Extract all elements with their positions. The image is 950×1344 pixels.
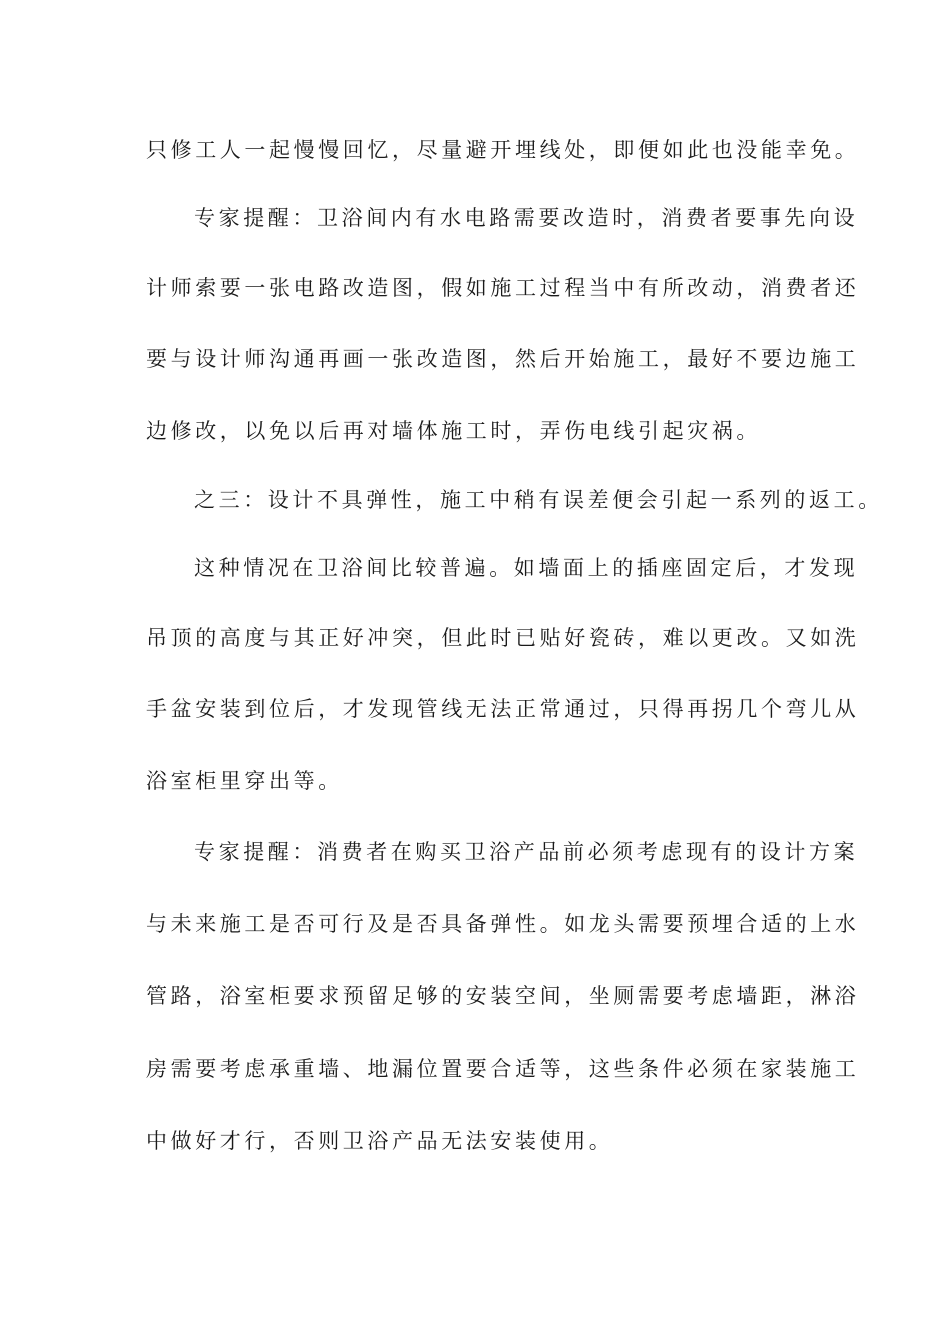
text-line-11: 专家提醒：消费者在购买卫浴产品前必须考虑现有的设计方案 bbox=[194, 840, 859, 864]
text-line-5: 边修改，以免以后再对墙体施工时，弄伤电线引起灾祸。 bbox=[146, 419, 761, 443]
text-line-15: 中做好才行，否则卫浴产品无法安装使用。 bbox=[146, 1129, 614, 1153]
text-line-3: 计师索要一张电路改造图，假如施工过程当中有所改动，消费者还 bbox=[146, 276, 860, 300]
text-line-12: 与未来施工是否可行及是否具备弹性。如龙头需要预埋合适的上水 bbox=[146, 912, 860, 936]
text-line-7: 这种情况在卫浴间比较普遍。如墙面上的插座固定后，才发现 bbox=[194, 556, 859, 580]
text-line-6: 之三：设计不具弹性，施工中稍有误差便会引起一系列的返工。 bbox=[194, 488, 883, 512]
text-line-4: 要与设计师沟通再画一张改造图，然后开始施工，最好不要边施工 bbox=[146, 347, 860, 371]
text-line-14: 房需要考虑承重墙、地漏位置要合适等，这些条件必须在家装施工 bbox=[146, 1057, 860, 1081]
text-line-13: 管路，浴室柜要求预留足够的安装空间，坐厕需要考虑墙距，淋浴 bbox=[146, 984, 860, 1008]
text-line-9: 手盆安装到位后，才发现管线无法正常通过，只得再拐几个弯儿从 bbox=[146, 697, 860, 721]
text-line-1: 只修工人一起慢慢回忆，尽量避开埋线处，即便如此也没能幸免。 bbox=[146, 138, 860, 162]
text-line-8: 吊顶的高度与其正好冲突，但此时已贴好瓷砖，难以更改。又如洗 bbox=[146, 626, 860, 650]
text-line-10: 浴室柜里穿出等。 bbox=[146, 769, 343, 793]
text-line-2: 专家提醒：卫浴间内有水电路需要改造时，消费者要事先向设 bbox=[194, 206, 859, 230]
